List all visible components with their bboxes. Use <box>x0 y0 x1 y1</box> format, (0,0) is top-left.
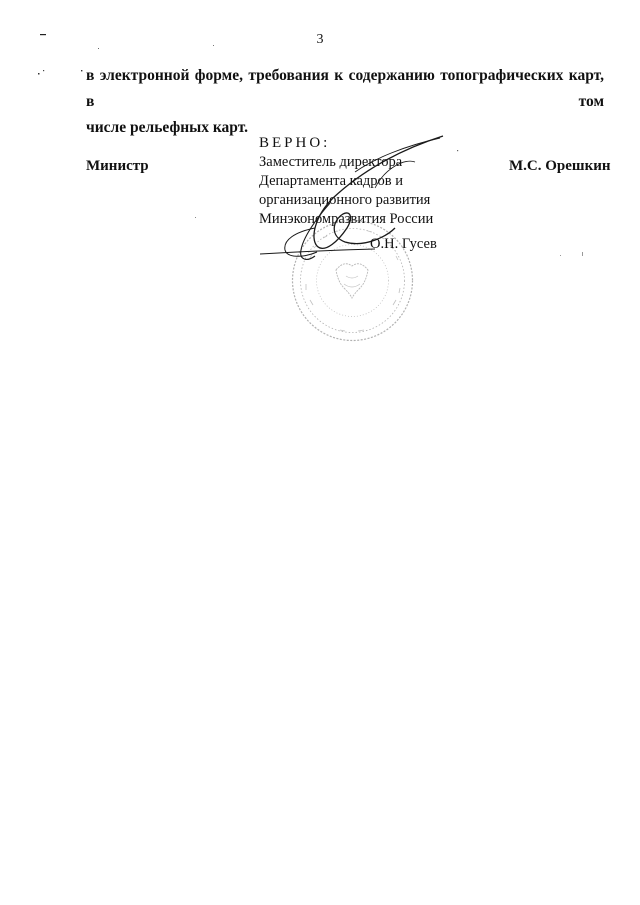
certify-line-3: организационного развития <box>259 192 431 208</box>
certify-title: ВЕРНО: <box>259 135 331 151</box>
certify-line-2: Департамента кадров и <box>259 173 404 189</box>
certify-line-1: Заместитель директора <box>259 154 403 170</box>
handwritten-signature-icon <box>255 128 455 278</box>
page-number: 3 <box>316 32 324 47</box>
signer-name: О.Н. Гусев <box>370 236 437 252</box>
paragraph-line-2: числе рельефных карт. <box>86 119 249 136</box>
minister-label: Министр <box>86 158 149 174</box>
minister-name: М.С. Орешкин <box>509 158 611 174</box>
certify-line-4: Минэкономразвития России <box>259 211 434 227</box>
paragraph-line-1: в электронной форме, требования к содержанию топографических карт, в том <box>86 67 604 110</box>
